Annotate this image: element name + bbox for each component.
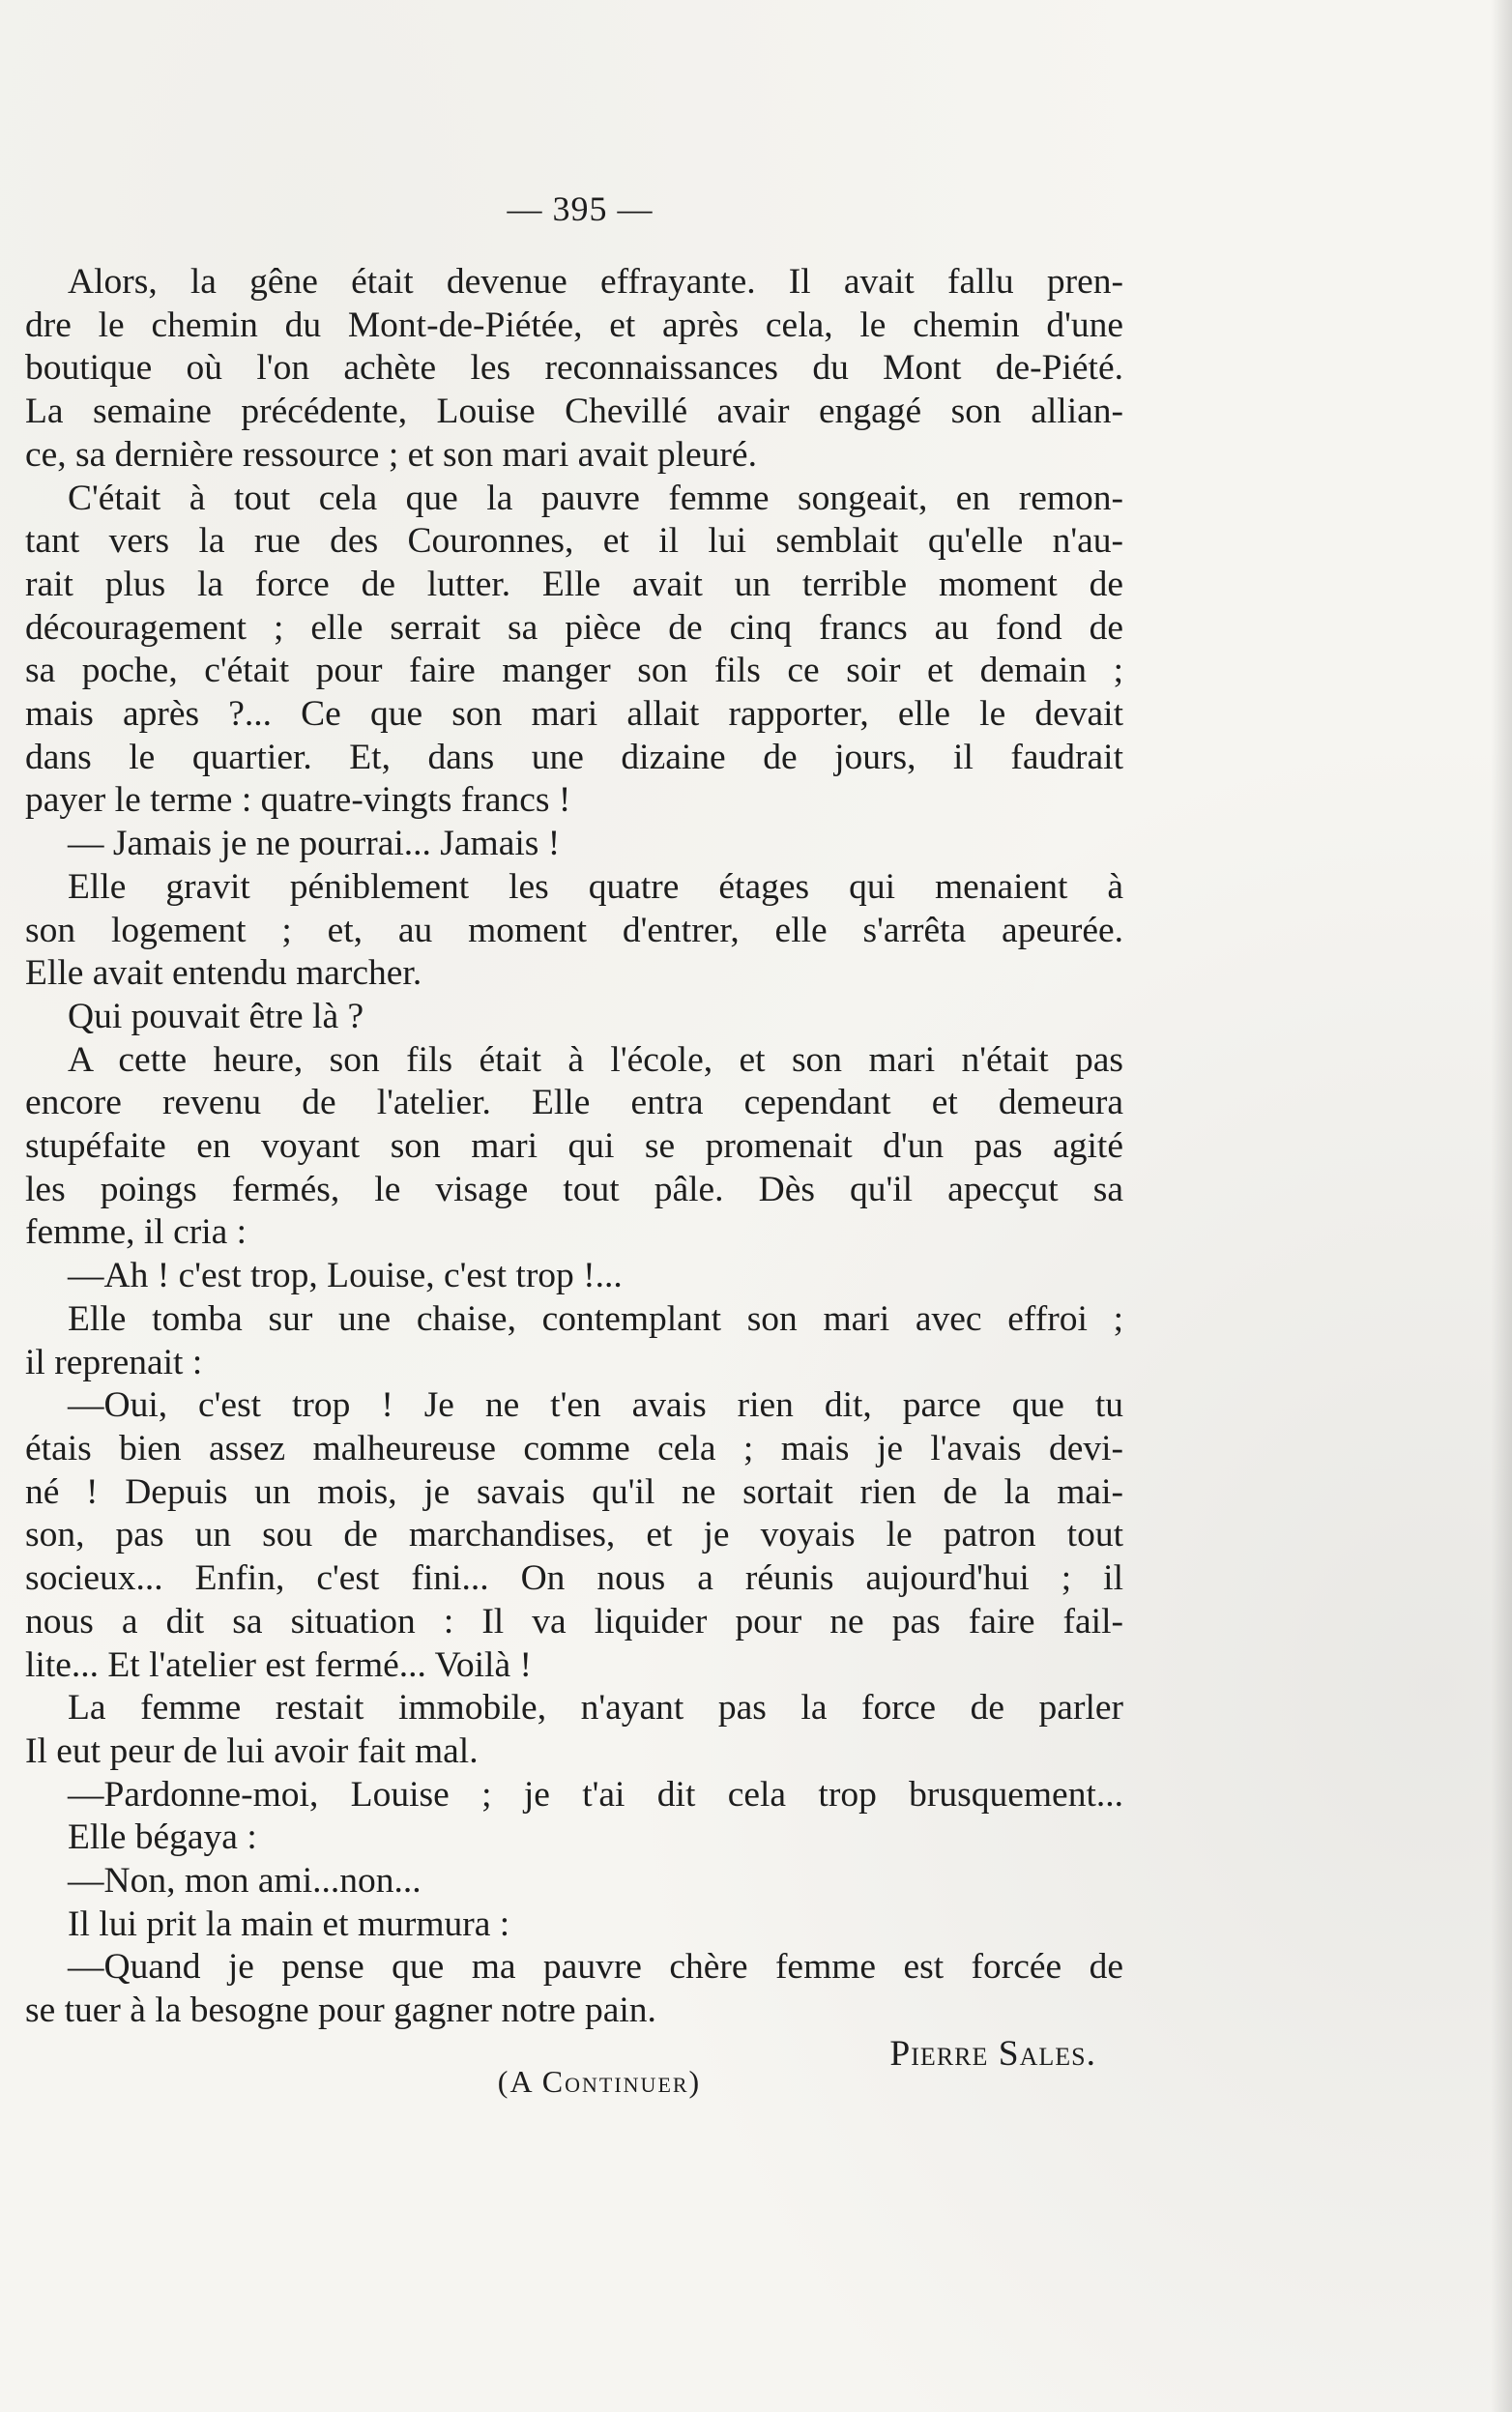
continuation-note: (A Continuer)	[497, 2064, 702, 2099]
text-line: son logement ; et, au moment d'entrer, elle s'arrêta apeurée.	[25, 910, 1123, 950]
text-line: il reprenait :	[25, 1342, 203, 1382]
text-line: nous a dit sa situation : Il va liquider pour ne pas faire fail-	[25, 1601, 1123, 1642]
text-line: rait plus la force de lutter. Elle avait un terrible moment de	[25, 564, 1123, 604]
text-line: se tuer à la besogne pour gagner notre pain.	[25, 1991, 656, 2031]
text-line: Elle bégaya :	[68, 1817, 257, 1858]
text-line: dre le chemin du Mont-de-Piétée, et après cela, le chemin d'une	[25, 305, 1123, 345]
text-line: socieux... Enfin, c'est fini... On nous a réunis aujourd'hui ; il	[25, 1558, 1123, 1599]
text-line: né ! Depuis un mois, je savais qu'il ne sortait rien de la mai-	[25, 1471, 1123, 1512]
text-line: tant vers la rue des Couronnes, et il lui semblait qu'elle n'au-	[25, 521, 1123, 562]
text-line: boutique où l'on achète les reconnaissances du Mont de-Piété.	[25, 348, 1123, 389]
page-number: — 395 —	[507, 189, 654, 228]
text-line: ce, sa dernière ressource ; et son mari avait pleuré.	[25, 434, 757, 475]
text-line: étais bien assez malheureuse comme cela ; mais je l'avais devi-	[25, 1428, 1123, 1468]
text-line: — Jamais je ne pourrai... Jamais !	[68, 824, 561, 864]
text-line: Elle tomba sur une chaise, contemplant son mari avec effroi ;	[68, 1298, 1123, 1339]
text-line: stupéfaite en voyant son mari qui se promenait d'un pas agité	[25, 1126, 1123, 1167]
text-line: découragement ; elle serrait sa pièce de cinq francs au fond de	[25, 607, 1123, 648]
page-edge-shadow	[1491, 0, 1512, 2412]
text-line: —Non, mon ami...non...	[68, 1861, 422, 1902]
text-line: A cette heure, son fils était à l'école, et son mari n'était pas	[68, 1039, 1123, 1080]
text-line: Elle gravit péniblement les quatre étages qui menaient à	[68, 866, 1123, 907]
text-line: son, pas un sou de marchandises, et je voyais le patron tout	[25, 1515, 1123, 1555]
text-line: La semaine précédente, Louise Chevillé avair engagé son allian-	[25, 392, 1123, 432]
text-line: —Oui, c'est trop ! Je ne t'en avais rien dit, parce que tu	[68, 1385, 1123, 1426]
text-line: La femme restait immobile, n'ayant pas la force de parler	[68, 1688, 1123, 1729]
text-line: C'était à tout cela que la pauvre femme songeait, en remon-	[68, 478, 1123, 518]
text-line: Elle avait entendu marcher.	[25, 953, 422, 994]
author-signature: Pierre Sales.	[889, 2033, 1096, 2074]
text-line: femme, il cria :	[25, 1212, 247, 1253]
text-line: Alors, la gêne était devenue effrayante. Il avait fallu pren-	[68, 262, 1123, 302]
text-line: —Ah ! c'est trop, Louise, c'est trop !...	[68, 1256, 623, 1296]
text-line: encore revenu de l'atelier. Elle entra cependant et demeura	[25, 1083, 1123, 1123]
article-body	[25, 261, 1123, 2077]
text-line: —Quand je pense que ma pauvre chère femme est forcée de	[68, 1947, 1123, 1988]
text-line: dans le quartier. Et, dans une dizaine de jours, il faudrait	[25, 737, 1123, 777]
text-line: mais après ?... Ce que son mari allait rapporter, elle le devait	[25, 694, 1123, 735]
text-line: Qui pouvait être là ?	[68, 996, 364, 1036]
text-line: payer le terme : quatre-vingts francs !	[25, 780, 571, 821]
text-line: sa poche, c'était pour faire manger son fils ce soir et demain ;	[25, 651, 1123, 691]
text-line: lite... Et l'atelier est fermé... Voilà !	[25, 1644, 532, 1685]
text-line: les poings fermés, le visage tout pâle. Dès qu'il apecçut sa	[25, 1169, 1123, 1209]
text-line: Il eut peur de lui avoir fait mal.	[25, 1730, 479, 1771]
text-line: —Pardonne-moi, Louise ; je t'ai dit cela trop brusquement...	[68, 1774, 1123, 1815]
text-line: Il lui prit la main et murmura :	[68, 1903, 510, 1944]
